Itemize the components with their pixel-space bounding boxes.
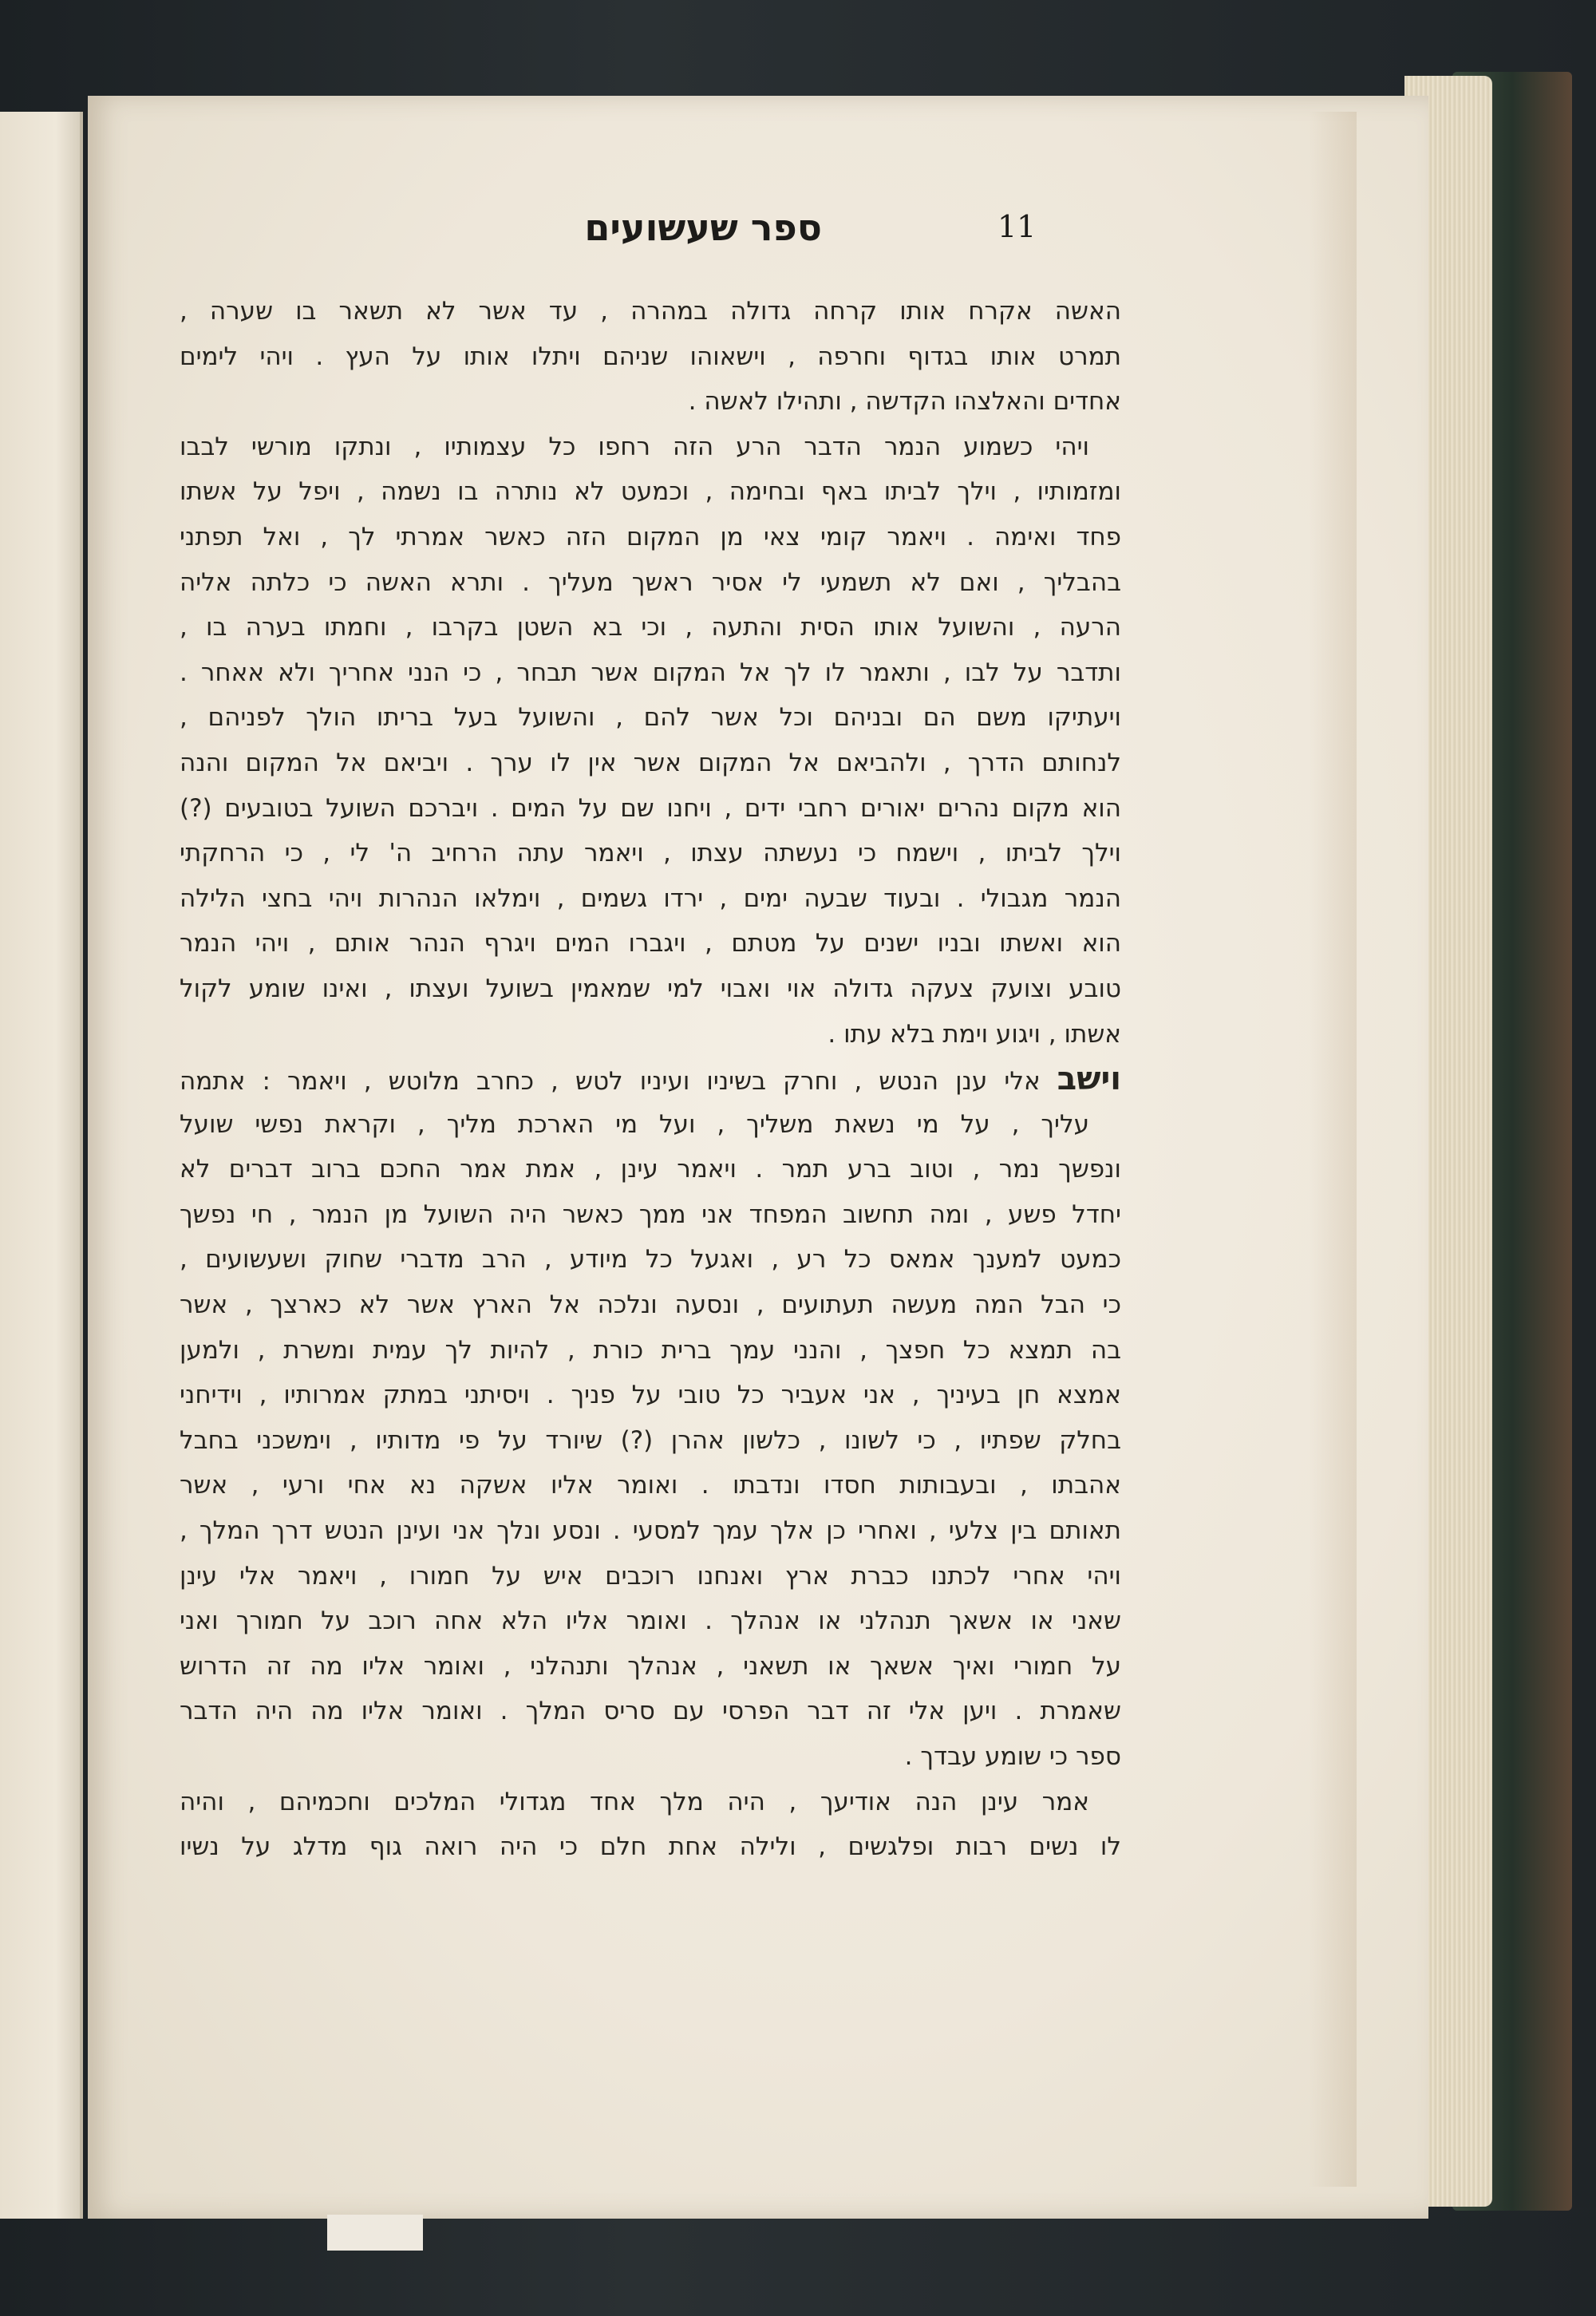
- text-line: תאותם בין צלעי , ואחרי כן אלך עמך למסעי . ונסע ונלך אני ועינן הנטש דרך המלך ,: [180, 1516, 1121, 1546]
- paper-slip: [327, 2215, 423, 2251]
- text-line: הוא ואשתו ובניו ישנים על מטתם , ויגברו המים ויגרף הנהר אותם , ויהי הנמר: [180, 929, 1121, 958]
- text-line: ויהי כשמוע הנמר הדבר הרע הזה רחפו כל עצמותיו , ונתקו מורשי לבבו: [180, 432, 1089, 461]
- text-line: אהבתו , ובעבותות חסדו ונדבתו . ואומר אליו אשקה נא אחי ורעי , אשר: [180, 1471, 1121, 1500]
- page-stain: [1309, 112, 1357, 2187]
- text-line: אחדים והאלצהו הקדשה , ותהילו לאשה .: [688, 387, 1121, 417]
- text-line: הוא מקום נהרים יאורים רחבי ידים , ויחנו שם על המים . ויברכם השועל בטובעים (?): [180, 793, 1121, 823]
- text-line: שאני או אשאך תנהלני או אנהלך . ואומר אליו הלא אחה רוכב על חמורך ואני: [180, 1607, 1121, 1636]
- text-line-continuation: אלי ענן הנטש , וחרק בשיניו ועיניו לטש , כחרב מלוטש , ויאמר : אתמה: [180, 1067, 1041, 1097]
- text-line: ויעתיקו משם הם ובניהם וכל אשר להם , והשועל בעל בריתו הולך לפניהם ,: [180, 703, 1121, 733]
- text-line: הנמר מגבולי . ובעוד שבעה ימים , ירדו גשמים , וימלאו הנהרות ויהי בחצי הלילה: [180, 883, 1121, 913]
- text-line: בהבליך , ואם לא תשמעי לי אסיר ראשך מעליך . ותרא האשה כי כלתה אליה: [180, 567, 1121, 597]
- text-line: הרעה , והשועל אותו הסית והתעה , וכי בא השטן בקרבו , וחמתו בערה בו ,: [180, 613, 1121, 642]
- text-line: האשה אקרח אותו קרחה גדולה במהרה , עד אשר לא תשאר בו שערה ,: [180, 297, 1121, 326]
- page-title: ספר שעשועים: [584, 206, 822, 249]
- text-line: על חמורי ואיך אשאך או תשאני , אנהלך ותנהלני , ואומר אליו מה זה הדרוש: [180, 1651, 1121, 1681]
- text-line: ומזמותיו , וילך לביתו באף ובחימה , וכמעט לא נותרה בו נשמה , ויפל על אשתו: [180, 477, 1121, 507]
- text-line: ונפשך נמר , וטוב ברע תמר . ויאמר עינן , אמת אמר החכם ברוב דברים לא: [180, 1155, 1121, 1184]
- body-text: [180, 289, 1121, 1870]
- text-line: בה תמצא כל חפצך , והנני עמך ברית כורת , להיות לך עמית ומשרת , ולמען: [180, 1335, 1121, 1365]
- text-line: ספר כי שומע עבדך .: [904, 1742, 1121, 1771]
- page-header: [479, 206, 1037, 262]
- text-line: לו נשים רבות ופלגשים , ולילה אחת חלם כי היה רואה גוף מדלג על נשיו: [180, 1832, 1121, 1862]
- text-line: וילך לביתו , וישמח כי נעשתה עצתו , ויאמר עתה הרחיב ה' לי , כי הרחקתי: [180, 839, 1121, 868]
- text-line: תמרט אותו בגדוף וחרפה , וישאוהו שניהם ויתלו אותו על העץ . ויהי לימים: [180, 342, 1121, 371]
- text-line: שאמרת . ויען אלי זה דבר הפרסי עם סריס המלך . ואומר אליו מה היה הדבר: [180, 1697, 1121, 1726]
- text-line: כמעט למענך אמאס כל רע , ואגעל כל מיודע , הרב מדברי שחוק ושעשועים ,: [180, 1245, 1121, 1275]
- text-line: בחלק שפתיו , כי לשונו , כלשון אהרן (?) שיורד על פי מדותיו , וימשכני בחבל: [180, 1425, 1121, 1455]
- text-line: אמר עינן הנה אודיעך , היה מלך אחד מגדולי המלכים וחכמיהם , והיה: [180, 1787, 1089, 1816]
- text-line: פחד ואימה . ויאמר קומי צאי מן המקום הזה כאשר אמרתי לך , ואל תפתני: [180, 522, 1121, 551]
- lead-word: וישב: [1057, 1061, 1121, 1098]
- text-line-with-lead-word: [180, 1057, 1121, 1102]
- text-line: ויהי אחרי לכתנו כברת ארץ ואנחנו רוכבים איש על חמורו , ויאמר אלי עינן: [180, 1561, 1121, 1591]
- text-line: טובע וצועק צעקה גדולה אוי ואבוי למי שמאמין בשועל ועצתו , ואינו שומע לקול: [180, 974, 1121, 1003]
- text-line: אשתו , ויגוע וימת בלא עתו .: [828, 1019, 1121, 1049]
- page-number: 11: [998, 209, 1037, 244]
- left-page-edge: [0, 112, 83, 2219]
- text-line: ותדבר על לבו , ותאמר לו לך אל המקום אשר תבחר , כי הנני אחריך ולא אאחר .: [180, 658, 1121, 687]
- text-line: יחדל פשע , ומה תחשוב המפחד אני ממך כאשר היה השועל מן הנמר , חי נפשך: [180, 1199, 1121, 1229]
- text-line: לנחותם הדרך , ולהביאם אל המקום אשר אין לו ערך . ויביאם אל המקום והנה: [180, 748, 1121, 777]
- text-line: כי הבל המה מעשה תעתועים , ונסעה ונלכה אל הארץ אשר לא כארצך , אשר: [180, 1290, 1121, 1320]
- text-line: עליך , על מי נשאת משליך , ועל מי הארכת מליך , וקראת נפשי שועל: [180, 1109, 1089, 1139]
- text-line: אמצא חן בעיניך , אני אעביר כל טובי על פניך . ויסיתני במתק אמרותיו , וידיחני: [180, 1381, 1121, 1410]
